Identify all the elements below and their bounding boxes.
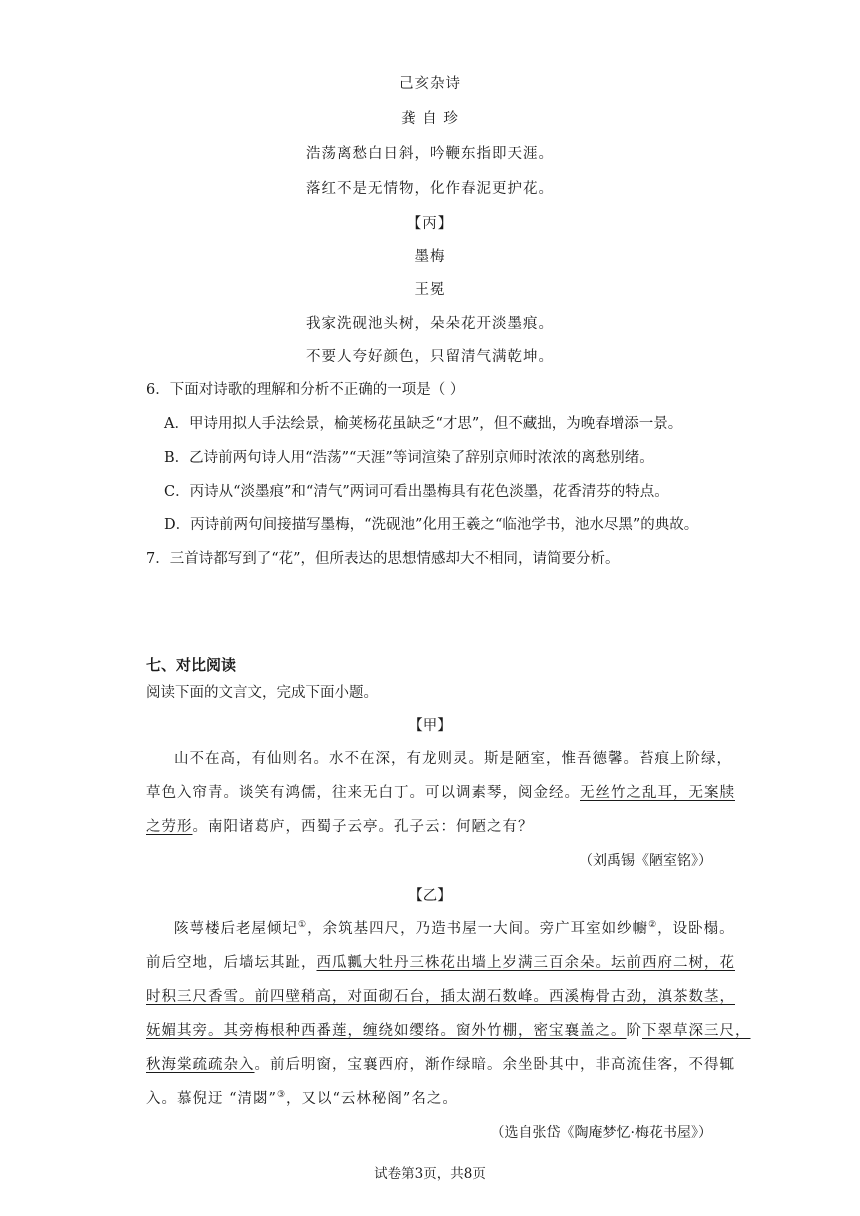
yi-text: 入。慕倪迂 “清閟”: [146, 1091, 277, 1107]
page-footer: 试卷第3页，共8页: [374, 1166, 486, 1182]
section-7-heading: 七、对比阅读: [146, 656, 237, 674]
footnote-mark: ②: [648, 920, 658, 931]
poem-bing-line-1: 我家洗砚池头树，朵朵花开淡墨痕。: [306, 316, 554, 332]
yi-line-6: [146, 1087, 716, 1108]
yi-line-4: [146, 1019, 751, 1040]
yi-line-5: [146, 1053, 735, 1074]
jia-text: 。南阳诸葛庐，西蜀子云亭。孔子云：何陋之有？: [192, 819, 534, 835]
yi-text: 前后空地，后墙坛其趾，: [146, 955, 317, 971]
jia-text: 草色入帘青。谈笑有鸿儒，往来无白丁。可以调素琴，阅金经。: [146, 785, 580, 801]
poem-yi-title: 己亥杂诗: [399, 76, 461, 92]
question-6-stem: 6．下面对诗歌的理解和分析不正确的一项是（ ）: [146, 382, 465, 398]
poem-bing-marker: 【丙】: [406, 216, 454, 232]
yi-text: 陔萼楼后老屋倾圮: [174, 921, 298, 937]
poem-yi-line-2: 落红不是无情物，化作春泥更护花。: [306, 181, 554, 197]
question-6-option-a: A．甲诗用拟人手法绘景，榆荚杨花虽缺乏“才思”，但不藏拙，为晚春增添一景。: [164, 416, 683, 432]
question-6-option-c: C．丙诗从“淡墨痕”和“清气”两词可看出墨梅具有花色淡墨，花香清芬的特点。: [164, 484, 669, 500]
jia-underlined-text: 无丝竹之乱耳，无案牍: [580, 785, 735, 801]
footnote-mark: ③: [276, 1090, 287, 1101]
yi-source: （选自张岱《陶庵梦忆·梅花书屋》）: [490, 1125, 712, 1141]
yi-text: ，设卧榻。: [657, 921, 735, 937]
jia-text: 山不在高，有仙则名。水不在深，有龙则灵。斯是陋室，惟吾德馨。苔痕上阶绿，: [174, 751, 732, 767]
poem-bing-author: 王冕: [414, 282, 446, 298]
yi-text: 阶: [626, 1023, 642, 1039]
yi-underlined-text: 秋海棠疏疏杂入: [146, 1057, 255, 1073]
question-6-option-d: D．丙诗前两句间接描写墨梅，“洗砚池”化用王羲之“临池学书，池水尽黑”的典故。: [164, 517, 699, 533]
jia-line-1: [174, 747, 744, 768]
poem-bing-title: 墨梅: [414, 249, 446, 265]
question-7-stem: 7．三首诗都写到了“花”，但所表达的思想情感却大不相同，请简要分析。: [146, 551, 620, 567]
yi-underlined-text: 妩媚其旁。其旁梅根种西番莲，缠绕如缨络。窗外竹棚，密宝襄盖之。: [146, 1023, 627, 1039]
yi-line-2: [146, 951, 735, 972]
poem-bing-line-2: 不要人夸好颜色，只留清气满乾坤。: [306, 349, 554, 365]
jia-line-2: [146, 781, 735, 802]
poem-yi-line-1: 浩荡离愁白日斜，吟鞭东指即天涯。: [306, 146, 554, 162]
yi-line-1: [174, 917, 744, 938]
yi-text: ，又以“云林秘阁”名之。: [286, 1091, 458, 1107]
yi-underlined-text: 西瓜瓤大牡丹三株花出墙上岁满三百余朵。坛前西府二树，花: [316, 955, 735, 971]
yi-underlined-text: 下翠草深三尺，: [642, 1023, 751, 1039]
section-7-instruction: 阅读下面的文言文，完成下面小题。: [146, 685, 378, 701]
jia-underlined-text: 之劳形: [146, 819, 193, 835]
yi-text: 。前后明窗，宝襄西府，渐作绿暗。余坐卧其中，非高流佳客，不得辄: [254, 1057, 735, 1073]
yi-text: ，余筑基四尺，乃造书屋一大间。旁广耳室如纱幮: [307, 921, 649, 937]
jia-source: （刘禹锡《陋室铭》）: [579, 853, 712, 869]
footnote-mark: ①: [298, 920, 308, 931]
yi-underlined-text: 时积三尺香雪。前四壁稍高，对面砌石台，插太湖石数峰。西溪梅骨古劲，滇茶数茎，: [146, 989, 735, 1005]
yi-line-3: [146, 985, 735, 1006]
jia-marker: 【甲】: [408, 718, 452, 734]
yi-marker: 【乙】: [408, 888, 452, 904]
jia-line-3: [146, 815, 716, 836]
question-6-option-b: B．乙诗前两句诗人用“浩荡”“天涯”等词渲染了辞别京师时浓浓的离愁别绪。: [164, 450, 654, 466]
poem-yi-author: 龚 自 珍: [401, 111, 459, 127]
